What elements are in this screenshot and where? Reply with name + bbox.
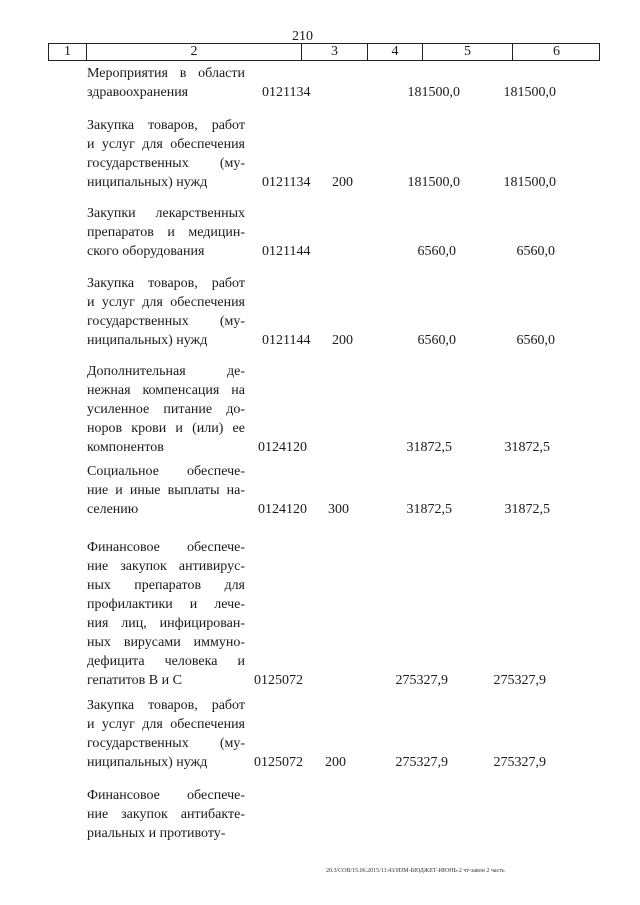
target-code: 0124120	[258, 440, 307, 455]
target-code: 0121134	[262, 85, 311, 100]
description-line: ных вирусами иммуно-	[87, 635, 245, 650]
description-line: Социальное обеспече-	[87, 464, 245, 479]
amount-2016: 181500,0	[407, 175, 460, 190]
header-col-6: 6	[512, 44, 600, 60]
description-line: ского оборудования	[87, 244, 205, 259]
row-description	[87, 204, 245, 261]
row-description	[87, 696, 245, 772]
amount-2017: 6560,0	[516, 244, 555, 259]
expense-type: 200	[332, 175, 353, 190]
description-line: государственных (му-	[87, 314, 245, 329]
description-line: ниципальных) нужд	[87, 755, 208, 770]
description-line: ниципальных) нужд	[87, 175, 208, 190]
amount-2017: 275327,9	[493, 673, 546, 688]
description-line: государственных (му-	[87, 156, 245, 171]
description-line: селению	[87, 502, 139, 517]
description-line: и услуг для обеспечения	[87, 717, 245, 732]
footer-note: 20.3/СОВ/15.06.2015/11:43/ИЗМ-БЮДЖЕТ-ИЮНЬ-2 чт-закон 2 часть	[326, 868, 505, 874]
amount-2017: 275327,9	[493, 755, 546, 770]
description-line: риальных и противоту-	[87, 826, 226, 841]
amount-2016: 275327,9	[395, 673, 448, 688]
description-line: компонентов	[87, 440, 164, 455]
description-line: усиленное питание до-	[87, 402, 245, 417]
header-col-1: 1	[48, 44, 86, 60]
target-code: 0125072	[254, 755, 303, 770]
amount-2016: 6560,0	[417, 333, 456, 348]
description-line: и услуг для обеспечения	[87, 295, 245, 310]
description-line: Дополнительная де-	[87, 364, 245, 379]
header-col-4: 4	[367, 44, 422, 60]
amount-2017: 181500,0	[503, 85, 556, 100]
description-line: препаратов и медицин-	[87, 225, 245, 240]
description-line: ние и иные выплаты на-	[87, 483, 245, 498]
amount-2017: 6560,0	[516, 333, 555, 348]
amount-2016: 6560,0	[417, 244, 456, 259]
amount-2016: 181500,0	[407, 85, 460, 100]
description-line: ние закупок антибакте-	[87, 807, 245, 822]
description-line: профилактики и лече-	[87, 597, 245, 612]
target-code: 0121144	[262, 244, 311, 259]
amount-2017: 31872,5	[504, 502, 550, 517]
row-description	[87, 116, 245, 192]
description-line: ния лиц, инфицирован-	[87, 616, 245, 631]
description-line: Закупка товаров, работ	[87, 118, 245, 133]
amount-2016: 275327,9	[395, 755, 448, 770]
header-col-2: 2	[86, 44, 301, 60]
description-line: ниципальных) нужд	[87, 333, 208, 348]
expense-type: 200	[332, 333, 353, 348]
description-line: нежная компенсация на	[87, 383, 245, 398]
row-description	[87, 462, 245, 519]
description-line: ных препаратов для	[87, 578, 245, 593]
expense-type: 200	[325, 755, 346, 770]
amount-2017: 181500,0	[503, 175, 556, 190]
description-line: и услуг для обеспечения	[87, 137, 245, 152]
row-description	[87, 786, 245, 843]
row-description	[87, 538, 245, 690]
description-line: Финансовое обеспече-	[87, 540, 245, 555]
table-header	[48, 43, 600, 61]
description-line: ние закупок антивирус-	[87, 559, 245, 574]
row-description	[87, 362, 245, 457]
amount-2016: 31872,5	[406, 502, 452, 517]
description-line: Закупки лекарственных	[87, 206, 245, 221]
description-line: дефицита человека и	[87, 654, 245, 669]
amount-2016: 31872,5	[406, 440, 452, 455]
row-description	[87, 64, 245, 102]
page-number: 210	[292, 29, 313, 44]
amount-2017: 31872,5	[504, 440, 550, 455]
description-line: гепатитов B и C	[87, 673, 182, 688]
description-line: Финансовое обеспече-	[87, 788, 245, 803]
description-line: государственных (му-	[87, 736, 245, 751]
description-line: Закупка товаров, работ	[87, 698, 245, 713]
target-code: 0121144	[262, 333, 311, 348]
expense-type: 300	[328, 502, 349, 517]
description-line: Мероприятия в области	[87, 66, 245, 81]
target-code: 0121134	[262, 175, 311, 190]
target-code: 0125072	[254, 673, 303, 688]
row-description	[87, 274, 245, 350]
description-line: норов крови и (или) ее	[87, 421, 245, 436]
description-line: здравоохранения	[87, 85, 189, 100]
target-code: 0124120	[258, 502, 307, 517]
header-col-3: 3	[301, 44, 367, 60]
description-line: Закупка товаров, работ	[87, 276, 245, 291]
header-col-5: 5	[422, 44, 512, 60]
